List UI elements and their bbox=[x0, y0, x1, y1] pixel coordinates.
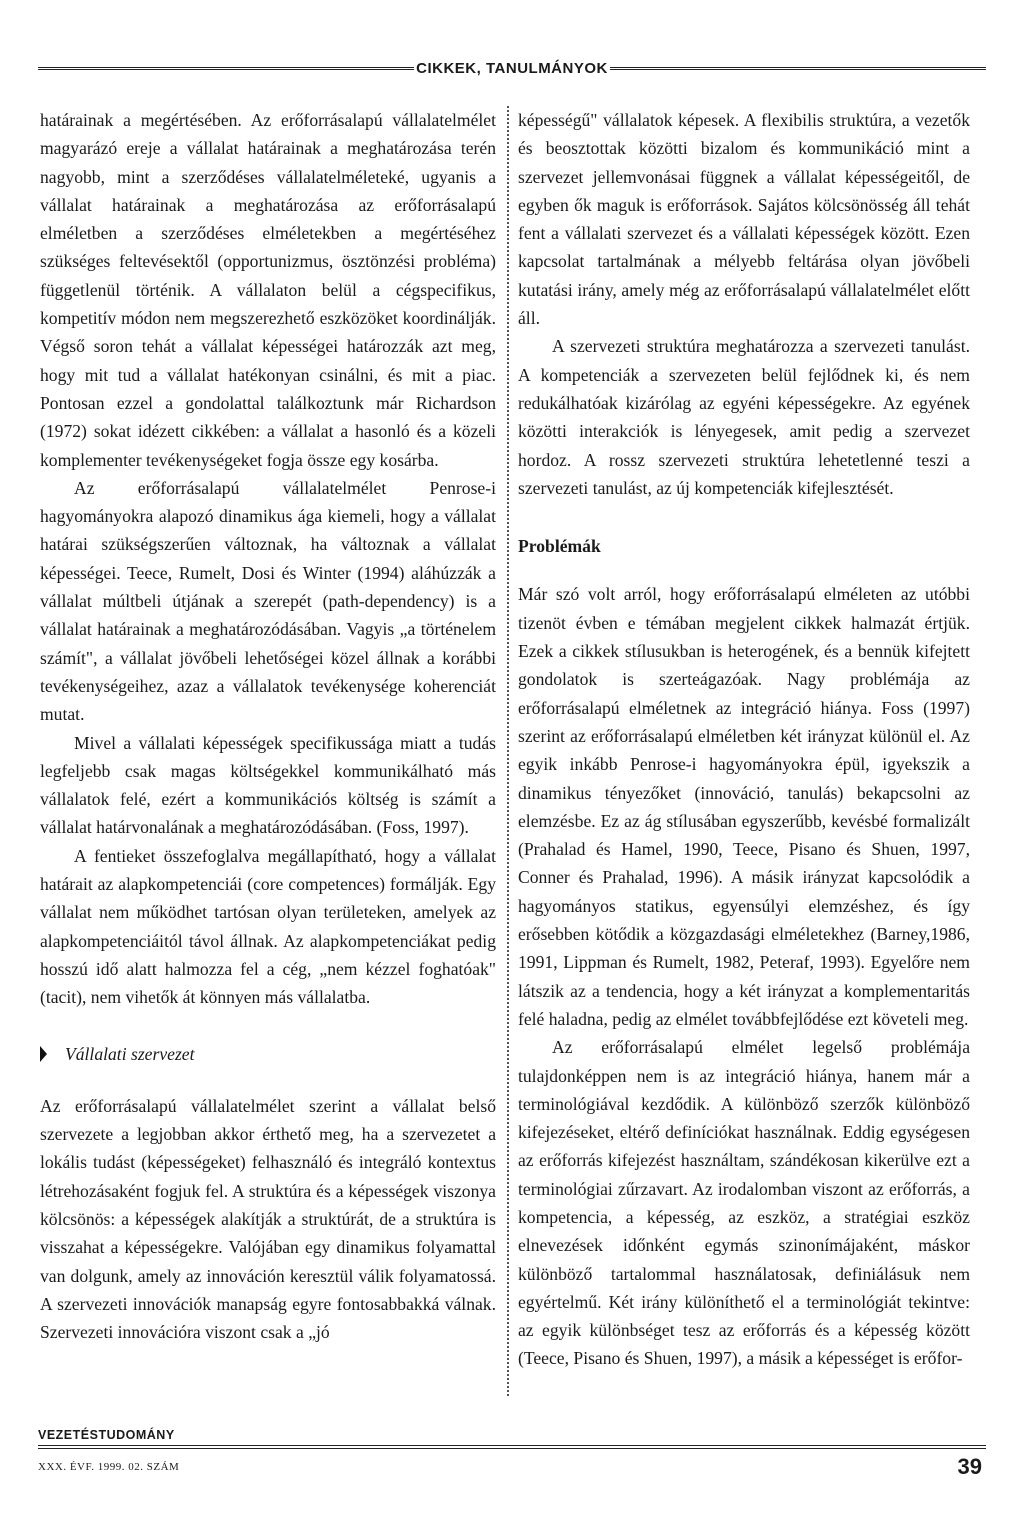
journal-name: VEZETÉSTUDOMÁNY bbox=[38, 1428, 175, 1442]
issue-info: XXX. ÉVF. 1999. 02. SZÁM bbox=[38, 1461, 180, 1473]
paragraph: Az erőforrásalapú elmélet legelső problémája tulajdonképpen nem is az integráció hiánya, hanem már a terminológiával kezdődik. A különböző szerzők különböző kifejezéseket, eltérő definíciókat használnak. Eddig egységesen az erőforrás kifejezést használtam, szándékosan kikerülve ezt a terminológiai zűrzavart. Az irodalomban viszont az erőforrás, a kompetencia, a képesség, az eszköz, a stratégiai eszköz elnevezések időnként egymás szinonímájaként, máskor különböző tartalommal használatosak, definiálásuk nem egyértelmű. Két irány különíthető el a terminológiát tekintve: az egyik különbséget tesz az erőforrás és a képesség között (Teece, Pisano és Shuen, 1997), a másik a képességet is erőfor- bbox=[518, 1037, 970, 1369]
paragraph: A fentieket összefoglalva megállapítható, hogy a vállalat határait az alapkompetenciái (core competences) formálják. Egy vállalat nem működhet tartósan olyan területeken, amelyek az alapkompetenciáitól távol állnak. Az alapkompetenciákat pedig hosszú idő alatt halmozza fel a cég, „nem kézzel foghatóak" (tacit), nem vihetők át könnyen más vállalatba. bbox=[40, 845, 496, 1008]
paragraph: Mivel a vállalati képességek specifikussága miatt a tudás legfeljebb csak magas költségekkel kommunikálható más vállalatok felé, ezért a kommunikációs költség is számít a vállalat határvonalának a meghatározódásában. (Foss, 1997). bbox=[40, 732, 496, 838]
right-column bbox=[518, 106, 970, 1373]
paragraph: határainak a megértésében. Az erőforrásalapú vállalatelmélet magyarázó ereje a vállalat határainak a meghatározása terén nagyobb, mint a szerződéses vállalatelméleteké, ugyanis a vállalat határainak a meghatározása az erőforrásalapú elméletben a szerződéses elméletekben a megértéséhez szükséges feltevésektől (opportunizmus, ösztönzési probléma) függetlenül történik. A vállalaton belül a cégspecifikus, kompetitív módon nem megszerezhető eszközöket koordinálják. Végső soron tehát a vállalat képességei határozzák azt meg, hogy mit tud a vállalat hatékonyan csinálni, és mit a piac. Pontosan ezzel a gondolattal találkoztunk már Richardson (1972) sokat idézett cikkében: a vállalat a hasonló és a közeli komplementer tevékenységeket fogja össze egy kosárba. bbox=[40, 110, 496, 470]
section-heading-problemak: Problémák bbox=[518, 536, 601, 557]
paragraph: Az erőforrásalapú vállalatelmélet Penrose-i hagyományokra alapozó dinamikus ága kiemeli, hogy a vállalat határai szükségszerűen változnak, ha változnak a vállalat képességei. Teece, Rumelt, Dosi és Winter (1994) aláhúzzák a vállalat múltbeli útjának a szerepét (path-dependency) is a vállalat határainak a meghatározódásában. Vagyis „a történelem számít", a vállalat jövőbeli lehetőségei közel állnak a korábbi tevékenységeihez, azaz a vállalatok tevékenysége koherenciát mutat. bbox=[40, 477, 496, 725]
triangle-bullet-icon bbox=[40, 1046, 47, 1062]
header-rule-left bbox=[38, 67, 414, 70]
paragraph: A szervezeti struktúra meghatározza a szervezeti tanulást. A kompetenciák a szervezeten belül fejlődnek ki, és nem redukálhatóak kizárólag az egyéni képességekre. Az egyének közötti interakciók is lényegesek, amit pedig a szervezet hordoz. A rossz szervezeti struktúra lehetetlenné teszi a szervezeti tanulást, az új kompetenciák kifejlesztését. bbox=[518, 336, 970, 498]
subheading-text: Vállalati szervezet bbox=[65, 1043, 195, 1064]
header-rule-right bbox=[610, 67, 986, 70]
page-footer bbox=[38, 1428, 986, 1479]
header-title: CIKKEK, TANULMÁNYOK bbox=[416, 59, 608, 77]
left-column bbox=[40, 106, 496, 1346]
paragraph: Már szó volt arról, hogy erőforrásalapú elméleten az utóbbi tizenöt évben e témában megjelent cikkek halmazát értjük. Ezek a cikkek stílusukban is heterogének, és a bennük kifejtett gondolatok is szerteágazóak. Nagy problémája az erőforrásalapú elméletnek az integráció hiánya. Foss (1997) szerint az erőforrásalapú elméletben két irányzat különül el. Az egyik inkább Penrose-i hagyományokra épül, igyekszik a dinamikus tényezőket (innováció, tanulás) bekapcsolni az elemzésbe. Ez az ág stílusában egyszerűbb, kevésbé formalizált (Prahalad és Hamel, 1990, Teece, Pisano és Shuen, 1997, Conner és Prahalad, 1996). A másik irányzat kapcsolódik a hagyományos statikus, egyensúlyi elemzéshez, és így erősebben kötődik a közgazdasági elméletekhez (Barney,1986, 1991, Lippman és Rumelt, 1982, Peteraf, 1993). Egyelőre nem látszik az a tendencia, hogy a két irányzat a komplementaritás felé haladna, pedig az elmélet továbbfejlődése ezt követeli meg. bbox=[518, 584, 970, 1029]
running-header bbox=[38, 58, 986, 78]
subheading-vallalati-szervezet bbox=[40, 1040, 496, 1068]
paragraph: Az erőforrásalapú vállalatelmélet szerint a vállalat belső szervezete a legjobban akkor érthető meg, ha a szervezetet a lokális tudást (képességeket) felhasználó és integráló kontextus létrehozásaként fogjuk fel. A struktúra és a képességek viszonya kölcsönös: a képességek alakítják a struktúrát, de a struktúra is visszahat a képességekre. Valójában egy dinamikus folyamattal van dolgunk, amely az innováción keresztül válik folyamatossá. A szervezeti innovációk manapság egyre fontosabbakká válnak. Szervezeti innovációra viszont csak a „jó bbox=[40, 1095, 496, 1343]
footer-rule bbox=[38, 1445, 986, 1449]
page-number: 39 bbox=[957, 1454, 982, 1479]
column-divider bbox=[507, 106, 509, 1396]
paragraph: képességű" vállalatok képesek. A flexibilis struktúra, a vezetők és beosztottak közötti bizalom és kommunikáció mint a szervezet jellemvonásai függnek a vállalat képességeitől, de egyben ők maguk is erőforrások. Sajátos kölcsönösség áll tehát fent a vállalati szervezet és a vállalati képességek között. Ezen kapcsolat tartalmának a mélyebb feltárása olyan jövőbeli kutatási irány, amely még az erőforrásalapú vállalatelmélet előtt áll. bbox=[518, 110, 970, 329]
